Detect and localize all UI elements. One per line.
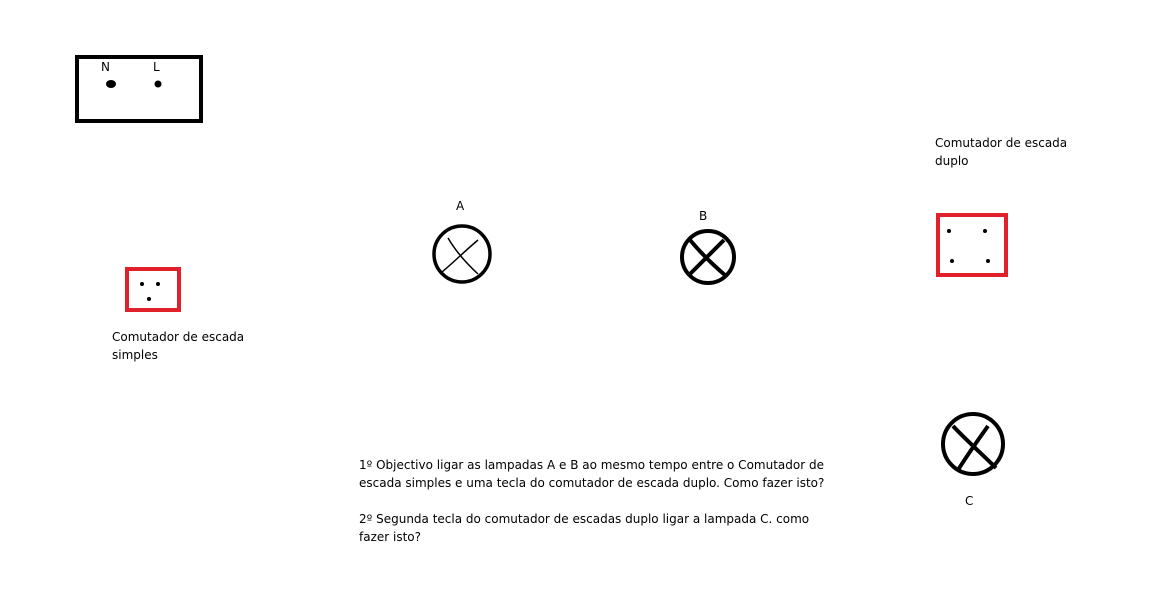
switch-simple-label: Comutador de escada simples (112, 330, 245, 362)
instruction-line-1: 1º Objectivo ligar as lampadas A e B ao mesmo tempo entre o Comutador de escada simples e uma tecla do comutador de escada duplo. Como fazer isto? (359, 458, 825, 490)
lamp-c-label: C (965, 494, 974, 508)
neutral-label: N (101, 60, 110, 74)
lamp-a-label: A (456, 199, 465, 213)
instruction-line-2: 2º Segunda tecla do comutador de escadas duplo ligar a lampada C. como fazer isto? (359, 512, 810, 544)
live-label: L (153, 60, 160, 74)
instructions (359, 438, 839, 564)
lamp-b-label: B (699, 209, 708, 223)
switch-double-label: Comutador de escada duplo (935, 136, 1068, 168)
